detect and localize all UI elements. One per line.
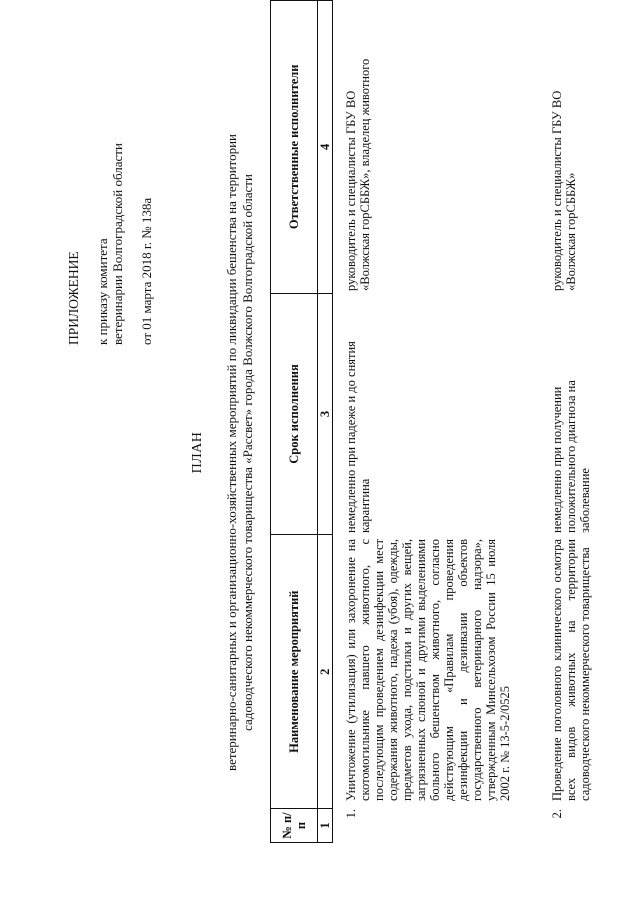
row-responsible: руководитель и специалисты ГБУ ВО «Волжская горСББЖ» [550, 90, 578, 291]
appendix-line-date: от 01 марта 2018 г. № 138а [139, 197, 154, 345]
col-number-4: 4 [318, 1, 333, 294]
row-term: немедленно при падеже и до снятия карантина [344, 341, 372, 533]
col-number-3: 3 [318, 293, 333, 535]
table-header-row [271, 1, 318, 843]
appendix-line-order: к приказу комитета [95, 238, 110, 345]
plan-title: ПЛАН [190, 431, 205, 474]
col-number-2: 2 [318, 535, 333, 809]
row-number: 1. [344, 809, 358, 819]
header-task: Наименование мероприятий [271, 535, 318, 809]
plan-subtitle-line-2: садоводческого некоммерческого товарищества «Рассвет» города Волжского Волгоградской области [240, 174, 255, 731]
row-term: немедленно при получении положительного диагноза на заболевание [550, 380, 592, 533]
header-term: Срок исполнения [271, 293, 318, 535]
plan-subtitle [224, 0, 256, 905]
header-number: № п/п [271, 809, 318, 843]
appendix-gap [125, 45, 139, 345]
plan-table [270, 0, 333, 843]
plan-subtitle-line-1: ветеринарно-санитарных и организационно-хозяйственных мероприятий по ликвидации бешенства на территории [224, 134, 239, 771]
row-number: 2. [550, 809, 564, 819]
appendix-block [66, 45, 154, 345]
table-column-numbers-row [318, 1, 333, 843]
appendix-heading: ПРИЛОЖЕНИЕ [66, 251, 81, 345]
col-number-1: 1 [318, 809, 333, 843]
appendix-line-committee: ветеринарии Волгоградской области [110, 143, 125, 345]
row-responsible: руководитель и специалисты ГБУ ВО «Волжская горСББЖ», владелец животного [344, 58, 372, 291]
row-task: Уничтожение (утилизация) или захоронение на скотомогильнике павшего животного, с последующим проведением дезинфекции мест содержания животного, падежа (убоя), одежды, предметов ухода, подстилки и других вещей, загрязненных слюной и другими выделениями больного бешенством животного, согласно действующим «Правилам проведения дезинфекции и дезинвазии объектов государственного ветеринарного надзора», утвержденным Минсельхозом России 15 июля 2002 г. № 13-5-2/0525 [344, 539, 512, 801]
header-responsible: Ответственные исполнители [271, 1, 318, 294]
row-task: Проведение поголовного клинического осмотра всех видов животных на территории садоводческого некоммерческого товарищества [550, 539, 592, 801]
